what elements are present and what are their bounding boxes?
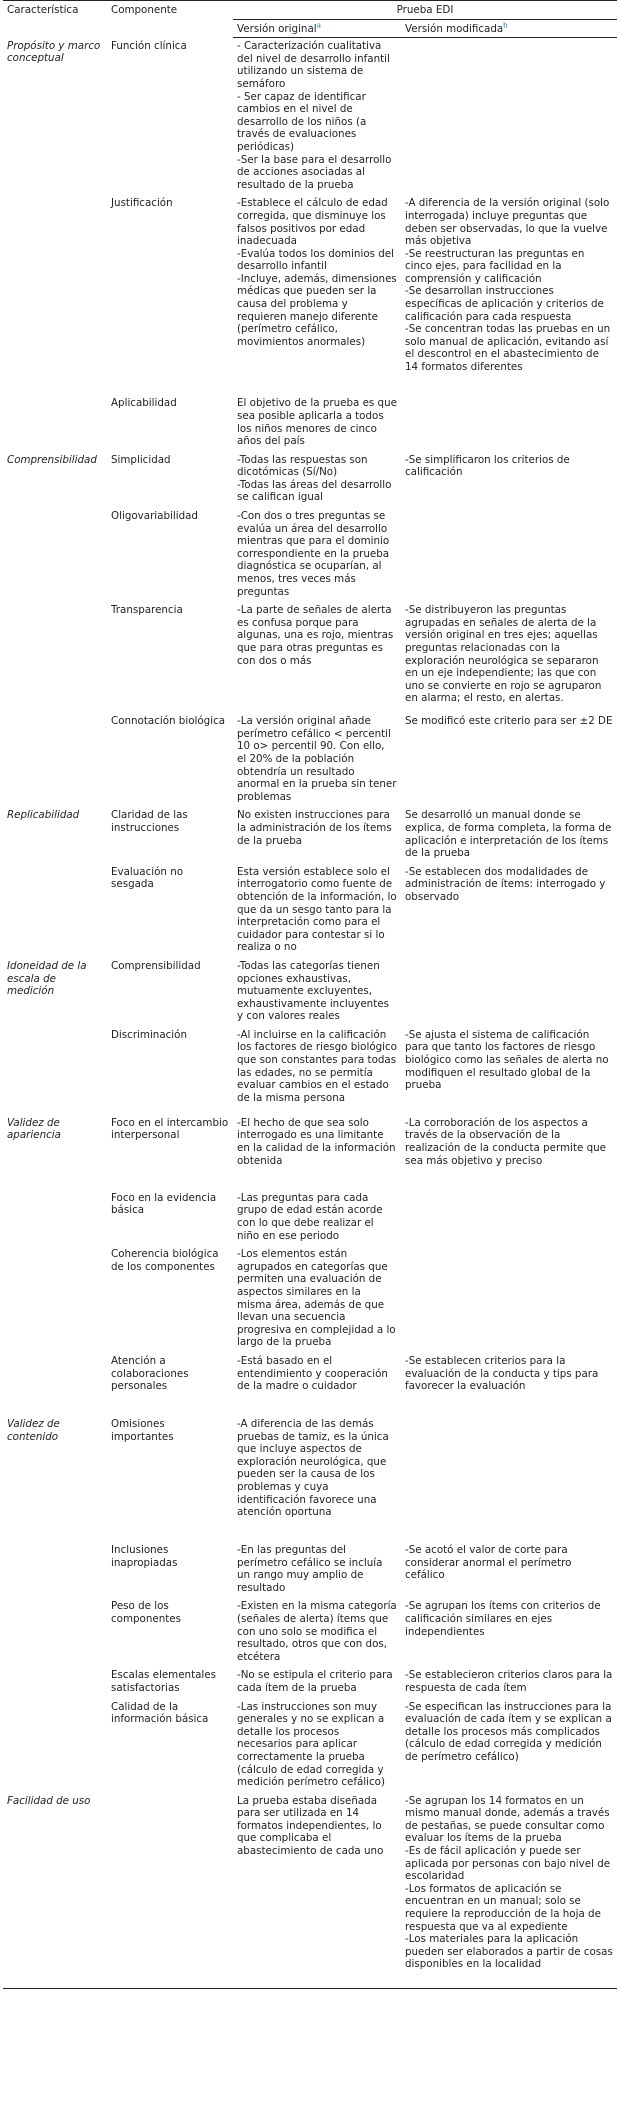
cell-version-original-text: -Las instrucciones son muy generales y no se explican a detalle los procesos necesarios para aplicar correctamente la prueba (cálculo de edad corregida y medición perímetro cefálico) bbox=[237, 1700, 385, 1789]
cell-version-modificada bbox=[401, 713, 617, 807]
cell-componente bbox=[107, 195, 233, 395]
cell-version-modificada bbox=[401, 1353, 617, 1416]
cell-version-modificada-text: -Se acotó el valor de corte para considerar anormal el perímetro cefálico bbox=[405, 1544, 572, 1582]
cell-componente-text: Aplicabilidad bbox=[111, 397, 177, 410]
cell-componente bbox=[107, 508, 233, 602]
cell-version-original-text: -El hecho de que sea solo interrogado es una limitante en la calidad de la información obtenida bbox=[237, 1116, 396, 1167]
header-prueba-edi: Prueba EDI bbox=[233, 1, 617, 20]
cell-caracteristica bbox=[3, 38, 107, 196]
cell-version-modificada bbox=[401, 1027, 617, 1115]
table-row bbox=[3, 1667, 617, 1698]
cell-version-original bbox=[233, 1416, 401, 1542]
cell-caracteristica-text: Comprensibilidad bbox=[7, 453, 97, 466]
cell-caracteristica-text: Propósito y marco conceptual bbox=[7, 39, 101, 65]
table-row bbox=[3, 195, 617, 395]
cell-caracteristica bbox=[3, 1027, 107, 1115]
cell-version-modificada-text: -Se simplificaron los criterios de calificación bbox=[405, 453, 570, 479]
cell-caracteristica bbox=[3, 1416, 107, 1542]
cell-version-original-text: -No se estipula el criterio para cada ítem de la prueba bbox=[237, 1669, 393, 1694]
cell-componente-text: Justificación bbox=[111, 197, 173, 210]
cell-componente bbox=[107, 602, 233, 713]
cell-version-modificada-text: -A diferencia de la versión original (solo interrogada) incluye preguntas que deben ser observadas, lo que la vuelve más objetiva -Se reestructuran las preguntas en cinco ejes, para facilidad en la comprensión y calificación -Se desarrollan instrucciones específicas de aplicación y criterios de calificación para cada respuesta -Se concentran todas las pruebas en un solo manual de aplicación, evitando así el descontrol en el abastecimiento de 14 formatos diferentes bbox=[405, 197, 611, 374]
cell-version-original-text: -Con dos o tres preguntas se evalúa un área del desarrollo mientras que para el dominio correspondiente en la prueba diagnóstica se ocuparían, al menos, tres veces más preguntas bbox=[237, 510, 390, 598]
cell-componente-text: Calidad de la información básica bbox=[111, 1700, 209, 1726]
cell-version-original bbox=[233, 1190, 401, 1246]
cell-caracteristica-text: Facilidad de uso bbox=[7, 1794, 91, 1807]
cell-version-original bbox=[233, 1115, 401, 1190]
cell-caracteristica bbox=[3, 452, 107, 508]
edi-comparison-table bbox=[3, 0, 617, 1989]
cell-version-modificada-text: -Se establecen criterios para la evaluación de la conducta y tips para favorecer la evaluación bbox=[405, 1355, 599, 1393]
cell-version-modificada-text: -Se agrupan los ítems con criterios de calificación similares en ejes independientes bbox=[405, 1600, 601, 1638]
cell-componente-text: Oligovariabilidad bbox=[111, 510, 198, 523]
cell-version-original-text: -Está basado en el entendimiento y cooperación de la madre o cuidador bbox=[237, 1355, 388, 1393]
cell-componente bbox=[107, 1793, 233, 1989]
cell-version-original-text: -Los elementos están agrupados en categorías que permiten una evaluación de aspectos similares en la misma área, además de que llevan una secuencia progresiva en complejidad a lo largo de la prueba bbox=[237, 1248, 396, 1349]
cell-version-original bbox=[233, 807, 401, 863]
cell-version-original-text: -A diferencia de las demás pruebas de tamiz, es la única que incluye aspectos de exploración neurológica, que pueden ser la causa de los problemas y cuya identificación favorece una atención oportuna bbox=[237, 1418, 389, 1519]
cell-componente bbox=[107, 1027, 233, 1115]
table-row bbox=[3, 602, 617, 713]
cell-version-original-text: -En las preguntas del perímetro cefálico se incluía un rango muy amplio de resultado bbox=[237, 1544, 383, 1594]
table-row bbox=[3, 807, 617, 863]
cell-version-modificada bbox=[401, 1416, 617, 1542]
cell-version-modificada bbox=[401, 508, 617, 602]
version-modificada-label: Versión modificada bbox=[405, 22, 504, 35]
cell-caracteristica bbox=[3, 195, 107, 395]
cell-version-modificada bbox=[401, 1246, 617, 1353]
cell-componente bbox=[107, 713, 233, 807]
cell-version-modificada bbox=[401, 807, 617, 863]
cell-caracteristica bbox=[3, 713, 107, 807]
cell-componente bbox=[107, 1598, 233, 1667]
cell-caracteristica bbox=[3, 1667, 107, 1698]
cell-version-original-text: -Al incluirse en la calificación los factores de riesgo biológico que son constantes para todas las edades, no se permitía evaluar cambios en el estado de la misma persona bbox=[237, 1028, 397, 1104]
cell-caracteristica bbox=[3, 508, 107, 602]
cell-version-modificada-text: -Se especifican las instrucciones para la evaluación de cada ítem y se explican a detalle los procesos más complicados (cálculo de edad corregida y medición de perímetro cefálico) bbox=[405, 1700, 612, 1763]
cell-version-modificada bbox=[401, 602, 617, 713]
cell-version-modificada-text: -Se establecen dos modalidades de administración de ítems: interrogado y observado bbox=[405, 865, 606, 903]
table-row bbox=[3, 1353, 617, 1416]
cell-componente-text: Atención a colaboraciones personales bbox=[111, 1355, 189, 1393]
cell-version-original-text: Esta versión establece solo el interrogatorio como fuente de obtención de la información, lo que da un sesgo tanto para la interpretación como para el cuidador para contestar si lo realiza o no bbox=[237, 865, 397, 954]
cell-version-original-text: El objetivo de la prueba es que sea posible aplicarla a todos los niños menores de cinco años del país bbox=[237, 397, 397, 448]
cell-componente bbox=[107, 1699, 233, 1793]
table-row bbox=[3, 395, 617, 451]
cell-version-modificada bbox=[401, 1190, 617, 1246]
cell-version-original-text: -La versión original añade perímetro cefálico < percentil 10 o> percentil 90. Con ello, el 20% de la población obtendría un resultado anormal en la prueba sin tener problemas bbox=[237, 715, 397, 803]
cell-version-original-text: -La parte de señales de alerta es confusa porque para algunas, una es rojo, mientras que para otras preguntas es con dos o más bbox=[237, 604, 394, 667]
cell-caracteristica bbox=[3, 1190, 107, 1246]
cell-version-modificada bbox=[401, 864, 617, 958]
cell-version-original-text: -Existen en la misma categoría (señales de alerta) ítems que con uno solo se modifica el resultado, otros que con dos, etcétera bbox=[237, 1600, 397, 1663]
cell-version-original-text: -Todas las categorías tienen opciones exhaustivas, mutuamente excluyentes, exhaustivamente incluyentes y con valores reales bbox=[237, 959, 389, 1023]
table-row bbox=[3, 1542, 617, 1598]
cell-version-original bbox=[233, 1598, 401, 1667]
cell-componente-text: Escalas elementales satisfactorias bbox=[111, 1669, 216, 1694]
cell-version-original bbox=[233, 1667, 401, 1698]
cell-version-modificada bbox=[401, 1699, 617, 1793]
cell-caracteristica bbox=[3, 395, 107, 451]
cell-version-original bbox=[233, 195, 401, 395]
cell-version-modificada bbox=[401, 38, 617, 196]
cell-componente-text: Claridad de las instrucciones bbox=[111, 809, 188, 834]
table-body bbox=[3, 38, 617, 1989]
cell-componente-text: Simplicidad bbox=[111, 453, 171, 466]
cell-version-original-text: - Caracterización cualitativa del nivel de desarrollo infantil utilizando un sistema de semáforo - Ser capaz de identificar cambios en el nivel de desarrollo de los niños (a través de evaluaciones periódicas) -Ser la base para el desarrollo de acciones asociadas al resultado de la prueba bbox=[237, 40, 392, 191]
cell-caracteristica bbox=[3, 1115, 107, 1190]
cell-version-original bbox=[233, 452, 401, 508]
cell-version-original bbox=[233, 1699, 401, 1793]
cell-version-original bbox=[233, 713, 401, 807]
cell-componente bbox=[107, 452, 233, 508]
table-row bbox=[3, 1027, 617, 1115]
cell-componente-text: Connotación biológica bbox=[111, 715, 226, 728]
cell-version-modificada-text: -Se agrupan los 14 formatos en un mismo manual donde, además a través de pestañas, se puede consultar como evaluar los ítems de la prueba -Es de fácil aplicación y puede ser aplicada por personas con bajo nivel de escolaridad -Los formatos de aplicación se encuentran en un manual; solo se requiere la reproducción de la hoja de respuesta que va al expediente -Los materiales para la aplicación pueden ser elaborados a partir de cosas disponibles en la localidad bbox=[405, 1794, 613, 1971]
cell-componente bbox=[107, 1246, 233, 1353]
cell-version-modificada-text: Se desarrolló un manual donde se explica, de forma completa, la forma de aplicación e interpretación de los ítems de la prueba bbox=[405, 809, 612, 860]
cell-componente-text: Foco en el intercambio interpersonal bbox=[111, 1116, 229, 1142]
cell-componente-text: Función clínica bbox=[111, 39, 187, 52]
table-row bbox=[3, 1699, 617, 1793]
cell-version-modificada bbox=[401, 195, 617, 395]
cell-version-modificada bbox=[401, 1542, 617, 1598]
cell-componente bbox=[107, 1353, 233, 1416]
table-row bbox=[3, 713, 617, 807]
cell-version-original bbox=[233, 1793, 401, 1989]
cell-componente bbox=[107, 395, 233, 451]
cell-componente bbox=[107, 864, 233, 958]
cell-version-original bbox=[233, 38, 401, 196]
cell-componente-text: Foco en la evidencia básica bbox=[111, 1191, 217, 1217]
cell-version-original bbox=[233, 1353, 401, 1416]
cell-version-modificada bbox=[401, 395, 617, 451]
cell-caracteristica bbox=[3, 958, 107, 1027]
cell-version-modificada bbox=[401, 958, 617, 1027]
cell-version-original bbox=[233, 864, 401, 958]
cell-version-original bbox=[233, 1246, 401, 1353]
cell-version-original bbox=[233, 395, 401, 451]
cell-componente bbox=[107, 1190, 233, 1246]
cell-version-modificada bbox=[401, 1667, 617, 1698]
cell-componente bbox=[107, 1416, 233, 1542]
table-row bbox=[3, 1416, 617, 1542]
header-row-main bbox=[3, 1, 617, 20]
cell-version-original-text: No existen instrucciones para la administración de los ítems de la prueba bbox=[237, 809, 392, 847]
cell-caracteristica-text: Validez de apariencia bbox=[7, 1116, 61, 1142]
cell-caracteristica-text: Idoneidad de la escala de medición bbox=[7, 959, 87, 998]
cell-componente bbox=[107, 1115, 233, 1190]
cell-version-modificada-text: -Se ajusta el sistema de calificación para que tanto los factores de riesgo biológico como las señales de alerta no modifiquen el resultado global de la prueba bbox=[405, 1028, 609, 1092]
cell-componente-text: Coherencia biológica de los componentes bbox=[111, 1248, 219, 1273]
cell-version-modificada-text: Se modificó este criterio para ser ±2 DE bbox=[405, 715, 613, 728]
cell-version-modificada-text: -Se establecieron criterios claros para la respuesta de cada ítem bbox=[405, 1669, 613, 1694]
cell-caracteristica bbox=[3, 1542, 107, 1598]
cell-version-original-text: La prueba estaba diseñada para ser utilizada en 14 formatos independientes, lo que complicaba el abastecimiento de cada uno bbox=[237, 1794, 384, 1858]
cell-caracteristica bbox=[3, 864, 107, 958]
cell-componente-text: Discriminación bbox=[111, 1028, 187, 1041]
cell-componente bbox=[107, 38, 233, 196]
cell-caracteristica bbox=[3, 1793, 107, 1989]
table-row bbox=[3, 1598, 617, 1667]
cell-version-modificada-text: -La corroboración de los aspectos a través de la observación de la realización de la conducta permite que sea más objetivo y preciso bbox=[405, 1116, 606, 1167]
table-row bbox=[3, 1246, 617, 1353]
cell-version-original bbox=[233, 508, 401, 602]
table-row bbox=[3, 864, 617, 958]
cell-version-original bbox=[233, 1542, 401, 1598]
cell-version-original-text: -Todas las respuestas son dicotómicas (Sí/No) -Todas las áreas del desarrollo se califican igual bbox=[237, 453, 392, 504]
header-caracteristica: Característica bbox=[3, 1, 107, 38]
cell-componente-text: Comprensibilidad bbox=[111, 959, 201, 972]
cell-version-original-text: -Las preguntas para cada grupo de edad están acorde con lo que debe realizar el niño en ese periodo bbox=[237, 1191, 383, 1242]
table-row bbox=[3, 1190, 617, 1246]
cell-caracteristica bbox=[3, 1353, 107, 1416]
cell-version-modificada bbox=[401, 1598, 617, 1667]
cell-componente-text: Inclusiones inapropiadas bbox=[111, 1544, 178, 1569]
table-row bbox=[3, 1793, 617, 1989]
cell-componente bbox=[107, 807, 233, 863]
cell-caracteristica-text: Validez de contenido bbox=[7, 1418, 60, 1443]
table-row bbox=[3, 452, 617, 508]
cell-version-original bbox=[233, 958, 401, 1027]
cell-version-original bbox=[233, 602, 401, 713]
cell-componente-text: Evaluación no sesgada bbox=[111, 865, 184, 891]
cell-componente-text: Transparencia bbox=[111, 604, 183, 617]
cell-componente bbox=[107, 1667, 233, 1698]
version-original-label: Versión original bbox=[237, 22, 317, 35]
table-row bbox=[3, 38, 617, 196]
header-version-original bbox=[233, 19, 401, 38]
cell-caracteristica bbox=[3, 1246, 107, 1353]
cell-version-original-text: -Establece el cálculo de edad corregida, que disminuye los falsos positivos por edad inadecuada -Evalúa todos los dominios del desarrollo infantil -Incluye, además, dimensiones médicas que pueden ser la causa del problema y requieren manejo diferente (perímetro cefálico, movimientos anormales) bbox=[237, 197, 397, 348]
cell-componente bbox=[107, 1542, 233, 1598]
table-row bbox=[3, 508, 617, 602]
header-version-modificada bbox=[401, 19, 617, 38]
cell-version-modificada bbox=[401, 1115, 617, 1190]
footnote-marker-b: b bbox=[503, 21, 508, 30]
cell-version-modificada bbox=[401, 1793, 617, 1989]
header-componente: Componente bbox=[107, 1, 233, 38]
cell-version-modificada-text: -Se distribuyeron las preguntas agrupadas en señales de alerta de la versión original en tres ejes; aquellas preguntas relacionadas con la exploración neurológica se separaron en un eje independiente; las que con uno se convierte en rojo se agruparon en alarma; el resto, en alertas. bbox=[405, 604, 602, 705]
cell-componente-text: Peso de los componentes bbox=[111, 1600, 181, 1625]
cell-componente bbox=[107, 958, 233, 1027]
cell-componente-text: Omisiones importantes bbox=[111, 1418, 174, 1443]
cell-caracteristica-text: Replicabilidad bbox=[7, 809, 80, 822]
table-row bbox=[3, 1115, 617, 1190]
cell-caracteristica bbox=[3, 1699, 107, 1793]
cell-version-original bbox=[233, 1027, 401, 1115]
table-row bbox=[3, 958, 617, 1027]
cell-caracteristica bbox=[3, 807, 107, 863]
cell-caracteristica bbox=[3, 602, 107, 713]
cell-caracteristica bbox=[3, 1598, 107, 1667]
cell-version-modificada bbox=[401, 452, 617, 508]
footnote-marker-a: a bbox=[316, 21, 321, 30]
